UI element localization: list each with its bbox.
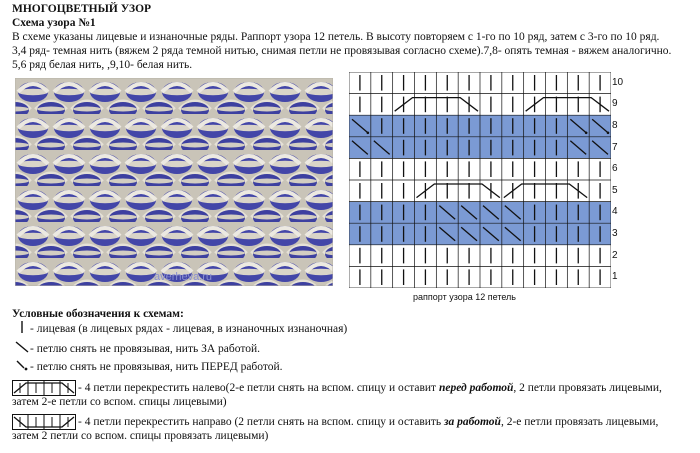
- description-line-2: 3,4 ряд- темная нить (вяжем 2 ряда темной нитью, снимая петли не провязывая согласно схеме).7,8- опять темная - вяжем аналогично.: [12, 45, 672, 57]
- stitch-slip-front-dot: [367, 132, 370, 135]
- row-number-7: 7: [612, 141, 618, 153]
- row-number-4: 4: [612, 206, 618, 218]
- stitch-slip-front-dot: [585, 132, 588, 135]
- cross-right-icon: [12, 414, 76, 430]
- row-number-10: 10: [612, 76, 624, 88]
- description-line-3: 5,6 ряд белая нить, ,9,10- белая нить.: [12, 59, 193, 71]
- row-numbers: [612, 72, 632, 288]
- page-subtitle: Схема узора №1: [12, 17, 96, 29]
- cross-left-icon: [12, 380, 76, 396]
- knit-stitch-icon: [16, 320, 28, 334]
- row-number-5: 5: [612, 184, 618, 196]
- legend-slip-back: - петлю снять не провязывая, нить ЗА работой.: [30, 343, 260, 355]
- page-title: МНОГОЦВЕТНЫЙ УЗОР: [12, 3, 152, 15]
- row-number-2: 2: [612, 249, 618, 261]
- legend-knit: - лицевая (в лицевых рядах - лицевая, в изнаночных изнаночная): [30, 323, 348, 335]
- slip-front-icon: [14, 358, 30, 372]
- knitting-chart: [349, 72, 611, 288]
- row-number-1: 1: [612, 271, 618, 283]
- photo-watermark: averheva.ru: [153, 271, 213, 283]
- legend-cross-left: - 4 петли перекрестить налево(2-е петли снять на вспом. спицу и оставит перед работой, 2 петли провязать лицевыми,: [78, 382, 662, 394]
- row-number-8: 8: [612, 120, 618, 131]
- row-number-3: 3: [612, 228, 618, 239]
- slip-back-icon: [14, 340, 30, 354]
- row-number-9: 9: [612, 98, 618, 110]
- description-line-1: В схеме указаны лицевые и изнаночные ряды. Раппорт узора 12 петель. В высоту повторяем с 1-го по 10 ряд, затем с 3-го по 10 ряд.: [12, 31, 660, 43]
- legend-cross-right-line2: затем 2 петли со вспом. спицы провязать лицевыми): [12, 430, 269, 442]
- legend-cross-left-line2: затем 2-е петли со вспом. спицы лицевыми): [12, 396, 227, 408]
- legend-slip-front: - петлю снять не провязывая, нить ПЕРЕД работой.: [30, 361, 283, 373]
- stitch-slip-front-dot: [607, 132, 610, 135]
- row-number-6: 6: [612, 163, 618, 175]
- legend-title: Условные обозначения к схемам:: [12, 308, 184, 320]
- knitted-sample-photo: [15, 78, 333, 286]
- chart-caption: раппорт узора 12 петель: [413, 292, 516, 302]
- legend-cross-right: - 4 петли перекрестить направо (2 петли снять на вспом. спицу и оставить за работой, 2-е петли провязать лицевыми,: [78, 416, 659, 428]
